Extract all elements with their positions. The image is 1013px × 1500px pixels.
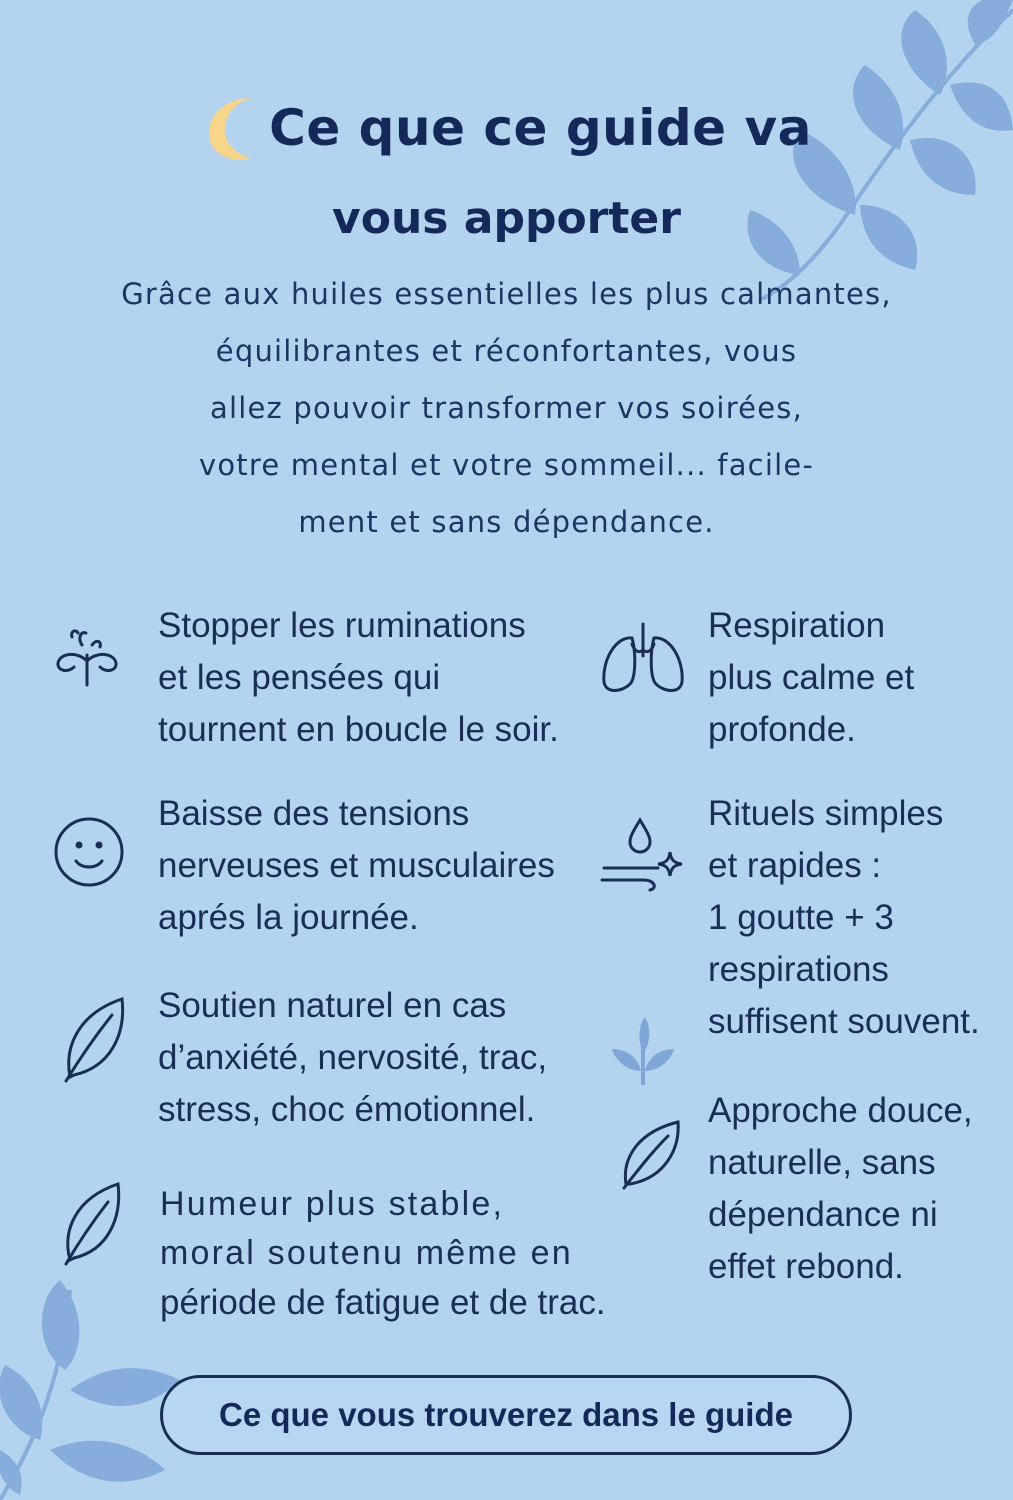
benefit-line: suffisent souvent. [708, 1002, 980, 1041]
benefit-line: Soutien naturel en cas [158, 986, 507, 1025]
benefit-line: stress, choc émotionnel. [158, 1090, 536, 1129]
leaf-icon [618, 1118, 684, 1190]
page-title [0, 92, 1013, 169]
benefit-line: aprés la journée. [158, 898, 419, 937]
benefit-item [160, 1180, 606, 1327]
benefit-line: plus calme et [708, 658, 915, 697]
intro-line: équilibrantes et réconfortantes, vous [215, 334, 798, 368]
benefit-line: respirations [708, 950, 889, 989]
benefit-line: période de fatigue et de trac. [160, 1283, 606, 1322]
benefit-line: Stopper les ruminations [158, 606, 526, 645]
benefit-line: effet rebond. [708, 1247, 904, 1286]
guide-contents-button[interactable]: Ce que vous trouverez dans le guide [160, 1375, 852, 1455]
leaf-icon [58, 1180, 124, 1266]
intro-paragraph [40, 266, 973, 551]
benefit-line: profonde. [708, 710, 856, 749]
benefit-item [708, 788, 980, 1048]
benefit-line: Baisse des tensions [158, 794, 470, 833]
benefit-line: tournent en boucle le soir. [158, 710, 559, 749]
intro-line: ment et sans dépendance. [298, 505, 715, 539]
drop-breath-sparkle-icon [598, 816, 688, 892]
leaf-icon [60, 995, 128, 1083]
crescent-moon-icon [201, 92, 263, 164]
title-line-2: vous apporter [332, 193, 681, 244]
benefit-line: Respiration [708, 606, 886, 645]
title-line-1: Ce que ce guide va [269, 99, 812, 157]
benefit-line: Humeur plus stable, [160, 1185, 505, 1223]
sprout-swirl-icon [52, 625, 122, 691]
benefit-item [708, 1085, 973, 1293]
intro-line: votre mental et votre sommeil... facile- [198, 448, 815, 482]
benefit-line: et rapides : [708, 846, 882, 885]
benefit-line: naturelle, sans [708, 1143, 936, 1182]
benefit-line: 1 goutte + 3 [708, 898, 894, 937]
smiley-face-icon [52, 815, 126, 889]
benefit-line: et les pensées qui [158, 658, 441, 697]
benefit-line: dépendance ni [708, 1195, 938, 1234]
intro-line: Grâce aux huiles essentielles les plus calmantes, [121, 277, 892, 311]
benefit-line: Approche douce, [708, 1091, 973, 1130]
benefit-line: Rituels simples [708, 794, 944, 833]
lungs-icon [598, 620, 688, 696]
benefit-item [158, 600, 559, 756]
intro-line: allez pouvoir transformer vos soirées, [210, 391, 803, 425]
benefit-line: nerveuses et musculaires [158, 846, 555, 885]
benefit-line: moral soutenu même en [160, 1234, 573, 1272]
sprout-icon [608, 1015, 678, 1087]
benefit-item [158, 980, 547, 1136]
benefit-item [708, 600, 914, 756]
benefit-line: d’anxiété, nervosité, trac, [158, 1038, 548, 1077]
benefit-item [158, 788, 555, 944]
